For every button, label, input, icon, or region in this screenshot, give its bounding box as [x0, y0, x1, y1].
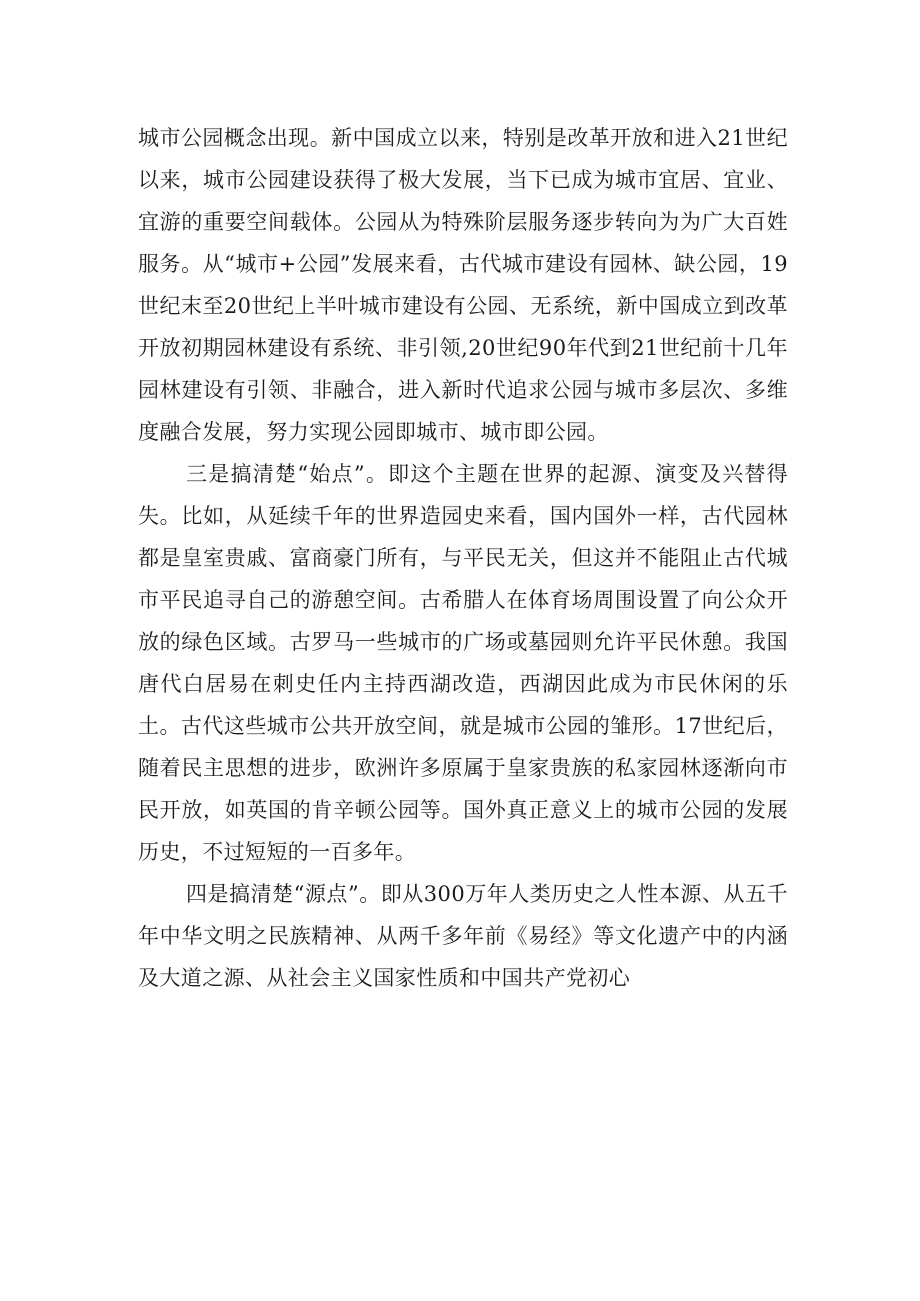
body-text [138, 117, 788, 999]
paragraph-source-point: 四是搞清楚“源点”。即从300万年人类历史之人性本源、从五千年中华文明之民族精神、从两千多年前《易经》等文化遗产中的内涵及大道之源、从社会主义国家性质和中国共产党初心 [138, 882, 788, 990]
paragraph-starting-point: 三是搞清楚“始点”。即这个主题在世界的起源、演变及兴替得失。比如，从延续千年的世界造园史来看，国内国外一样，古代园林都是皇室贵戚、富商豪门所有，与平民无关，但这并不能阻止古代城市平民追寻自己的游憩空间。古希腊人在体育场周围设置了向公众开放的绿色区域。古罗马一些城市的广场或墓园则允许平民休憩。我国唐代白居易在刺史任内主持西湖改造，西湖因此成为市民休闲的乐土。古代这些城市公共开放空间，就是城市公园的雏形。17世纪后，随着民主思想的进步，欧洲许多原属于皇家贵族的私家园林逐渐向市民开放，如英国的肯辛顿公园等。国外真正意义上的城市公园的发展历史，不过短短的一百多年。 [138, 462, 788, 864]
paragraph-urban-park-history: 城市公园概念出现。新中国成立以来，特别是改革开放和进入21世纪以来，城市公园建设获得了极大发展，当下已成为城市宜居、宜业、宜游的重要空间载体。公园从为特殊阶层服务逐步转向为为广大百姓服务。从“城市+公园”发展来看，古代城市建设有园林、缺公园，19世纪末至20世纪上半叶城市建设有公园、无系统，新中国成立到改革开放初期园林建设有系统、非引领,20世纪90年代到21世纪前十几年园林建设有引领、非融合，进入新时代追求公园与城市多层次、多维度融合发展，努力实现公园即城市、城市即公园。 [138, 126, 788, 444]
